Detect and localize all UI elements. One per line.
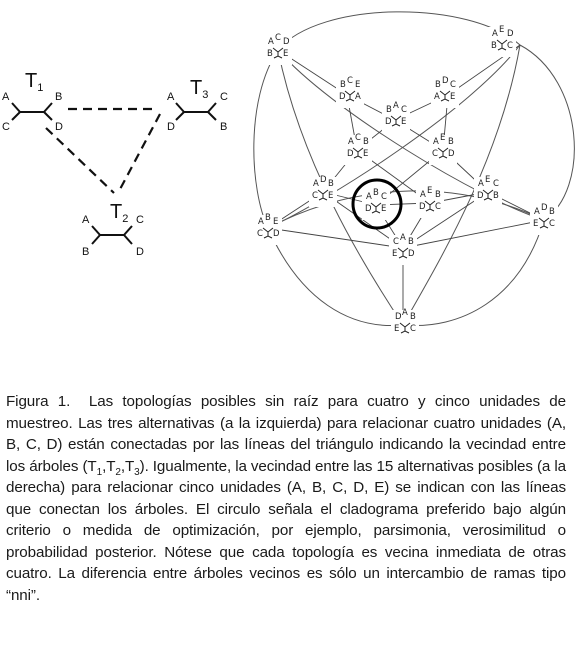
node-leaf: D (419, 202, 426, 212)
node-leaf: B (386, 105, 392, 115)
caption-sub: 3 (134, 466, 140, 478)
tree-node-n4 (431, 76, 459, 108)
tree-t1-leaf: D (55, 121, 63, 133)
node-leaf: D (320, 175, 327, 185)
node-leaf: B (448, 137, 454, 147)
node-leaf: C (450, 80, 456, 90)
node-leaf: D (395, 312, 402, 322)
tree-node-n1 (264, 33, 292, 65)
tree-t1 (2, 70, 63, 133)
caption-sep: ,T (120, 457, 135, 475)
node-leaf: E (328, 191, 334, 201)
tree-node-n12 (254, 213, 282, 245)
node-leaf: E (440, 133, 446, 143)
node-leaf: E (273, 217, 279, 227)
tree-node-n6 (344, 133, 372, 165)
tree-node-n3 (336, 76, 364, 108)
node-leaf: D (408, 249, 415, 259)
node-leaf: C (393, 237, 399, 247)
node-leaf: B (410, 312, 416, 322)
tree-t3-leaf: A (167, 91, 175, 103)
node-leaf: D (541, 203, 548, 213)
node-leaf: A (258, 217, 264, 227)
node-leaf: A (355, 92, 361, 102)
tree-node-n9-preferred (362, 188, 390, 220)
node-leaf: B (408, 237, 414, 247)
tree-t3-leaf: B (220, 121, 228, 133)
node-leaf: B (363, 137, 369, 147)
node-leaf: A (492, 29, 498, 39)
tree-node-n14 (389, 233, 417, 265)
node-leaf: D (385, 117, 392, 127)
tree-t1-leaf: C (2, 121, 10, 133)
tree-node-n2 (488, 25, 516, 57)
tree-node-n8 (309, 175, 337, 207)
node-leaf: A (400, 233, 406, 243)
neighborhood-triangle (46, 109, 160, 193)
tree-t2-leaf: D (136, 246, 144, 258)
node-leaf: A (366, 192, 372, 202)
node-leaf: B (340, 80, 346, 90)
node-leaf: B (493, 191, 499, 201)
tree-t3-label: $T_3$ (190, 77, 209, 101)
node-leaf: C (275, 33, 281, 43)
node-leaf: E (485, 175, 491, 185)
node-leaf: D (339, 92, 346, 102)
node-leaf: C (257, 229, 263, 239)
node-leaf: A (434, 92, 440, 102)
tree-node-n15 (391, 308, 419, 340)
node-leaf: E (392, 249, 398, 259)
node-leaf: A (393, 101, 399, 111)
node-leaf: C (401, 105, 407, 115)
node-leaf: C (312, 191, 318, 201)
node-leaf: A (433, 137, 439, 147)
node-leaf: D (273, 229, 280, 239)
node-leaf: D (365, 204, 372, 214)
caption-sub: 1 (96, 466, 103, 478)
caption-text: ). Igualmente, la vecindad entre las 15 alternativas posibles (a la derecha) para relacionar cinco unidades (A, B, C, D, E) se indican con las líneas que conectan los árboles. El circulo señala el cladograma preferido bajo algún criterio o medida de optimización, por ejemplo, parsimonia, verosimilitud o probabilidad posterior. Nótese que cada topología es vecina inmediata de otras cuatro. La diferencia entre árboles vecinos es sólo un intercambio de ramas tipo “nni”. (6, 457, 566, 604)
node-leaf: E (381, 204, 387, 214)
caption-sub: 2 (115, 466, 121, 478)
node-leaf: B (549, 207, 555, 217)
node-leaf: D (448, 149, 455, 159)
node-leaf: E (499, 25, 505, 35)
node-leaf: E (450, 92, 456, 102)
node-leaf: A (268, 37, 274, 47)
node-leaf: B (267, 49, 273, 59)
caption-label: Figura 1. (6, 393, 71, 411)
node-leaf: E (533, 219, 539, 229)
tree-t3-leaf: D (167, 121, 175, 133)
right-panel (254, 12, 575, 340)
node-leaf: A (478, 179, 484, 189)
left-panel (2, 70, 228, 258)
node-leaf: B (328, 179, 334, 189)
node-leaf: C (381, 192, 387, 202)
node-leaf: C (410, 324, 416, 334)
node-leaf: B (435, 80, 441, 90)
tree-t1-leaf: B (55, 91, 63, 103)
caption-text: Las topologías posibles sin raíz para cuatro y cinco unidades de muestreo. Las tres alternativas (a la izquierda) para relacionar cuatro unidades (A, B, C, D) están conectadas por las líneas del triángulo indicando la vecindad entre los árboles (T (6, 393, 566, 475)
tree-t3 (167, 77, 228, 133)
tree-node-n5 (382, 101, 410, 133)
node-leaf: C (355, 133, 361, 143)
node-leaf: C (432, 149, 438, 159)
caption-sep: ,T (102, 457, 116, 475)
node-leaf: D (442, 76, 449, 86)
outer-loops (254, 12, 575, 326)
figure-caption (6, 391, 566, 606)
node-leaf: A (534, 207, 540, 217)
tree-node-n10 (416, 186, 444, 218)
node-leaf: A (348, 137, 354, 147)
tree-t2-label: $T_2$ (110, 201, 129, 225)
node-leaf: A (313, 179, 319, 189)
node-leaf: B (265, 213, 271, 223)
node-leaf: B (491, 41, 497, 51)
tree-t2-leaf: C (136, 214, 144, 226)
node-leaf: B (435, 190, 441, 200)
tree-t3-leaf: C (220, 91, 228, 103)
tree-t2-leaf: B (82, 246, 90, 258)
tree-t1-label: $T_1$ (25, 70, 44, 94)
node-leaf: B (373, 188, 379, 198)
node-leaf: D (507, 29, 514, 39)
node-leaf: E (394, 324, 400, 334)
node-leaf: A (420, 190, 426, 200)
tree-t1-leaf: A (2, 91, 10, 103)
node-leaf: C (347, 76, 353, 86)
node-leaf: C (549, 219, 555, 229)
node-leaf: E (355, 80, 361, 90)
tree-t2-leaf: A (82, 214, 90, 226)
node-leaf: D (347, 149, 354, 159)
tree-node-n13 (530, 203, 558, 235)
node-leaf: D (283, 37, 290, 47)
node-leaf: C (493, 179, 499, 189)
node-leaf: E (283, 49, 289, 59)
node-leaf: E (363, 149, 369, 159)
node-leaf: A (402, 308, 408, 318)
node-leaf: C (435, 202, 441, 212)
tree-node-n7 (429, 133, 457, 165)
node-leaf: C (507, 41, 513, 51)
node-leaf: E (401, 117, 407, 127)
tree-t2 (82, 201, 144, 258)
node-leaf: D (477, 191, 484, 201)
node-leaf: E (427, 186, 433, 196)
tree-node-n11 (474, 175, 502, 207)
